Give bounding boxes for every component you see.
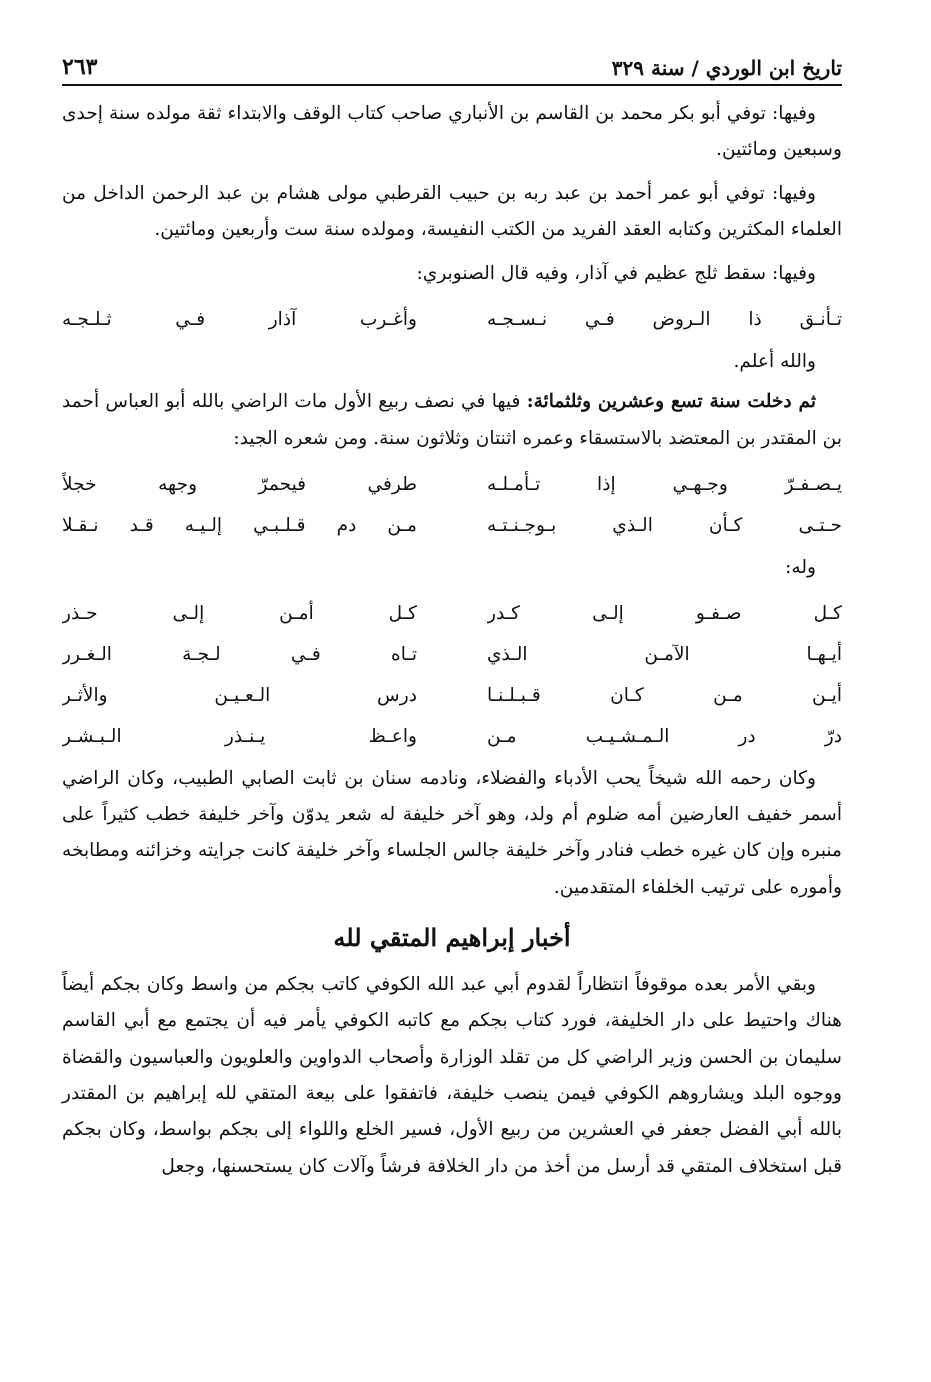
paragraph-walahu: وله: [785,557,816,579]
verse-line [62,505,842,546]
verse-second-hemistich: مـن دم قـلـبـي إلـيـه قـد نـقـلا [62,515,417,537]
verse-line [62,675,842,716]
verse-first-hemistich: كـل صـفـو إلـى كـدر [487,602,842,624]
page-number: ٢٦٣ [62,54,98,80]
verse-line [62,299,842,340]
verse-first-hemistich: أيـهـا الآمـن الـذي [487,643,842,665]
verse-second-hemistich: طرفي فيحمرّ وجهه خجلاً [62,474,417,496]
verse-second-hemistich: تـاه فـي لـجـة الـغـرر [62,643,417,665]
year-heading: ثم دخلت سنة تسع وعشرين وثلثمائة: [526,391,817,413]
page-body [62,96,842,1192]
verse-line [62,634,842,675]
verse-first-hemistich: أيـن مـن كـان قـبـلـنـا [487,684,842,706]
verse-second-hemistich: وأغـرب آذار فـي ثـلـجـه [62,309,417,331]
paragraph-year-329 [62,384,842,457]
verse-second-hemistich: واعـظ يـنـذر الـبـشـر [62,725,417,747]
verse-first-hemistich: يـصـفـرّ وجـهـي إذا تـأمـلـه [487,474,842,496]
verse-first-hemistich: حـتـى كـأن الـذي بـوجـنـتـه [487,515,842,537]
paragraph-ibn-al-anbari: وفيها: توفي أبو بكر محمد بن القاسم بن الأنباري صاحب كتاب الوقف والابتداء ثقة مولده سنة إحدى وسبعين ومائتين. [62,103,842,161]
paragraph-snowfall: وفيها: سقط ثلج عظيم في آذار، وفيه قال الصنوبري: [416,262,816,284]
verse-line [62,593,842,634]
page-header [62,40,842,86]
verse-line [62,716,842,757]
paragraph-al-radi-biography: وكان رحمه الله شيخاً يحب الأدباء والفضلاء، ونادمه سنان بن ثابت الصابي الطبيب، وكان الراضي أسمر خفيف العارضين أمه ضلوم أم ولد، وهو آخر خليفة له شعر يدوّن وآخر خليفة خطب كثيراً على منبره وإن كان غيره خطب فنادر وآخر خليفة جالس الجلساء وآخر خليفة كانت جرايته وخزائنه ومطابخه وأموره على ترتيب الخلفاء المتقدمين. [62,767,842,898]
verse-block-snow [62,299,842,340]
verse-first-hemistich: تـأنـق ذا الـروض فـي نـسـجـه [487,309,842,331]
running-title: تاريخ ابن الوردي / سنة ٣٢٩ [611,56,842,80]
paragraph-al-muttaqi: وبقي الأمر بعده موقوفاً انتظاراً لقدوم أبي عبد الله الكوفي كاتب بجكم من واسط وكان بجكم أيضاً هناك واحتيط على دار الخليفة، فورد كتاب بجكم مع كاتبه الكوفي يأمر فيه أن يجتمع مع أبي القاسم سليمان بن الحسن وزير الراضي كل من تقلد الوزارة وأصحاب الدواوين والعلويون والعباسيون والقضاة ووجوه البلد ويشاروهم الكوفي فيمن ينصب خليفة، فاتفقوا على بيعة المتقي لله إبراهيم بن المقتدر بالله أبي الفضل جعفر في العشرين من ربيع الأول، فسير الخلع واللواء إلى بجكم بواسط، وكان بجكم قبل استخلاف المتقي قد أرسل من أخذ من دار الخلافة فرشاً وآلات كان يستحسنها، وجعل [62,973,842,1177]
section-heading: أخبار إبراهيم المتقي لله [333,923,571,953]
year-text: فيها في نصف ربيع الأول مات الراضي بالله أبو العباس أحمد بن المقتدر بن المعتضد بالاستسقاء وعمره اثنتان وثلاثون سنة. ومن شعره الجيد: [62,391,842,449]
verse-block-blush [62,464,842,546]
verse-line [62,464,842,505]
paragraph-ibn-abd-rabbih: وفيها: توفي أبو عمر أحمد بن عبد ربه بن حبيب القرطبي مولى هشام بن عبد الرحمن الداخل من العلماء المكثرين وكتابه العقد الفريد من الكتب النفيسة، ومولده سنة ست وأربعين ومائتين. [62,182,842,241]
verse-block-kadar [62,593,842,757]
paragraph-allah-alam: والله أعلم. [733,351,816,373]
verse-first-hemistich: درّ در الـمـشـيـب مـن [487,725,842,747]
verse-second-hemistich: درس الـعـيـن والأثـر [62,684,417,706]
verse-second-hemistich: كـل أمـن إلـى حـذر [62,602,417,624]
